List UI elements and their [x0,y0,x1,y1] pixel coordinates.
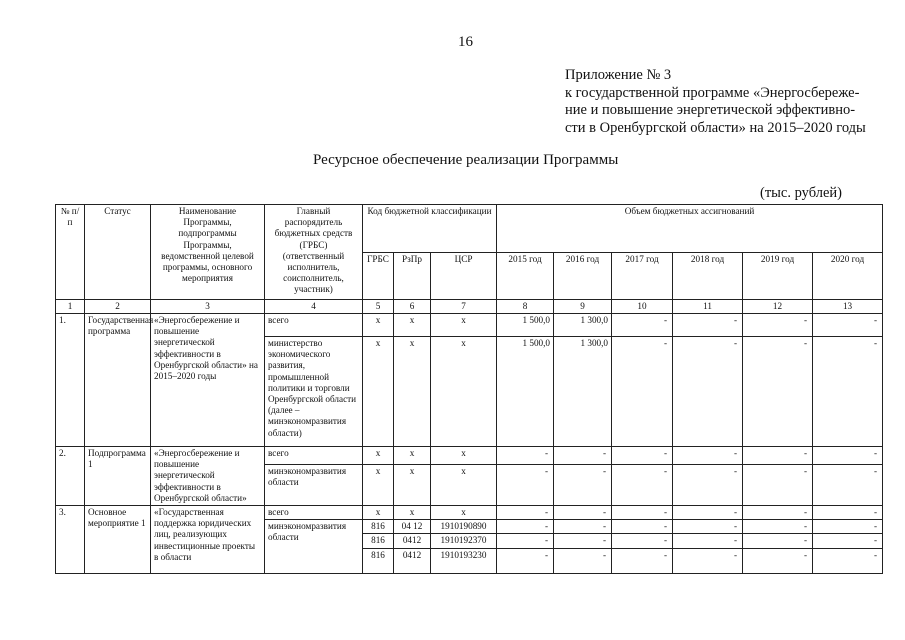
row-rzpr: х [394,506,431,520]
col-number: 13 [813,300,883,314]
row-grbs: всего [265,314,363,337]
row-csr: 1910193230 [431,548,497,573]
header-year: 2020 год [813,252,883,300]
header-status: Статус [85,205,151,300]
header-name: Наименование Программы, подпрограммы Программы, ведомственной целевой программы, основного мероприятия [151,205,265,300]
table-row [56,506,883,520]
header-year: 2017 год [612,252,673,300]
col-number: 4 [265,300,363,314]
row-grbs: всего [265,506,363,520]
column-number-row [56,300,883,314]
row-value: - [743,534,813,548]
row-rzpr: 0412 [394,548,431,573]
row-value: - [743,447,813,465]
row-value: - [554,520,612,534]
row-value: - [612,534,673,548]
row-value: - [813,534,883,548]
row-value: 1 500,0 [497,314,554,337]
row-value: - [497,506,554,520]
row-grbs-code: х [363,506,394,520]
row-rzpr: х [394,314,431,337]
row-csr: х [431,314,497,337]
table-row [56,447,883,465]
row-csr: х [431,337,497,447]
row-grbs-code: 816 [363,534,394,548]
row-value: - [497,534,554,548]
row-num: 1. [56,314,85,447]
header-rzpr: РзПр [394,252,431,300]
row-grbs: министерство экономического развития, промышленной политики и торговли Оренбургской области (далее – минэкономразвития области) [265,337,363,447]
row-value: - [673,506,743,520]
row-value: - [497,548,554,573]
table-row [56,314,883,337]
header-year: 2016 год [554,252,612,300]
row-name: «Энергосбережение и повышение энергетической эффективности в Оренбургской области» [151,447,265,506]
row-value: - [743,520,813,534]
row-grbs: минэкономразвития области [265,465,363,506]
col-number: 2 [85,300,151,314]
row-grbs: всего [265,447,363,465]
row-rzpr: 04 12 [394,520,431,534]
row-rzpr: 0412 [394,534,431,548]
row-value: - [813,548,883,573]
row-value: - [673,314,743,337]
row-value: - [743,506,813,520]
row-status: Основное мероприятие 1 [85,506,151,574]
row-value: - [813,465,883,506]
row-value: - [554,506,612,520]
appendix-line: сти в Оренбургской области» на 2015–2020 годы [565,119,866,136]
col-number: 10 [612,300,673,314]
row-rzpr: х [394,337,431,447]
col-number: 1 [56,300,85,314]
row-value: - [612,520,673,534]
row-csr: х [431,506,497,520]
resource-table [55,204,883,574]
row-grbs-code: х [363,314,394,337]
row-value: - [743,548,813,573]
header-grbs: Главный распорядитель бюджетных средств (ГРБС) (ответственный исполнитель, соисполнитель, участник) [265,205,363,300]
row-num: 3. [56,506,85,574]
row-value: - [743,465,813,506]
row-name: «Энергосбережение и повышение энергетической эффективности в Оренбургской области» на 2015–2020 годы [151,314,265,447]
header-volume: Объем бюджетных ассигнований [497,205,883,253]
row-value: - [497,465,554,506]
col-number: 9 [554,300,612,314]
row-grbs-code: х [363,465,394,506]
row-csr: х [431,447,497,465]
row-status: Государственная программа [85,314,151,447]
col-number: 8 [497,300,554,314]
header-num: № п/п [56,205,85,300]
row-value: - [813,506,883,520]
row-value: - [554,447,612,465]
row-rzpr: х [394,447,431,465]
row-value: - [554,465,612,506]
row-value: - [673,548,743,573]
row-csr: 1910192370 [431,534,497,548]
header-year: 2019 год [743,252,813,300]
appendix-line: к государственной программе «Энергосбереже- [565,84,860,101]
row-value: - [813,337,883,447]
row-value: - [673,337,743,447]
header-budget-code: Код бюджетной классификации [363,205,497,253]
header-year: 2015 год [497,252,554,300]
row-rzpr: х [394,465,431,506]
header-csr: ЦСР [431,252,497,300]
row-grbs-code: 816 [363,548,394,573]
appendix-line: Приложение № 3 [565,67,672,83]
row-value: - [673,534,743,548]
row-value: - [813,447,883,465]
row-value: - [554,534,612,548]
row-grbs: минэкономразвития области [265,520,363,573]
units-label: (тыс. рублей) [760,185,842,201]
row-csr: х [431,465,497,506]
row-value: - [612,314,673,337]
row-value: - [612,506,673,520]
row-value: - [743,337,813,447]
col-number: 3 [151,300,265,314]
page-number: 16 [458,34,473,50]
row-grbs-code: х [363,447,394,465]
row-grbs-code: х [363,337,394,447]
row-value: 1 500,0 [497,337,554,447]
row-value: - [673,465,743,506]
header-row [56,205,883,253]
header-year: 2018 год [673,252,743,300]
row-grbs-code: 816 [363,520,394,534]
row-value: - [612,548,673,573]
row-value: - [673,447,743,465]
appendix-heading [565,67,866,137]
row-value: - [497,447,554,465]
col-number: 6 [394,300,431,314]
row-value: 1 300,0 [554,314,612,337]
row-value: - [813,314,883,337]
row-value: - [612,337,673,447]
row-value: - [554,548,612,573]
row-status: Подпрограмма 1 [85,447,151,506]
row-value: - [813,520,883,534]
row-value: - [673,520,743,534]
appendix-line: ние и повышение энергетической эффективно- [565,102,856,119]
col-number: 11 [673,300,743,314]
document-title: Ресурсное обеспечение реализации Программы [313,152,619,168]
col-number: 7 [431,300,497,314]
row-num: 2. [56,447,85,506]
col-number: 12 [743,300,813,314]
row-value: - [612,447,673,465]
row-csr: 1910190890 [431,520,497,534]
col-number: 5 [363,300,394,314]
row-name: «Государственная поддержка юридических лиц, реализующих инвестиционные проекты в области [151,506,265,574]
header-grbs-code: ГРБС [363,252,394,300]
row-value: - [612,465,673,506]
row-value: - [497,520,554,534]
row-value: - [743,314,813,337]
row-value: 1 300,0 [554,337,612,447]
